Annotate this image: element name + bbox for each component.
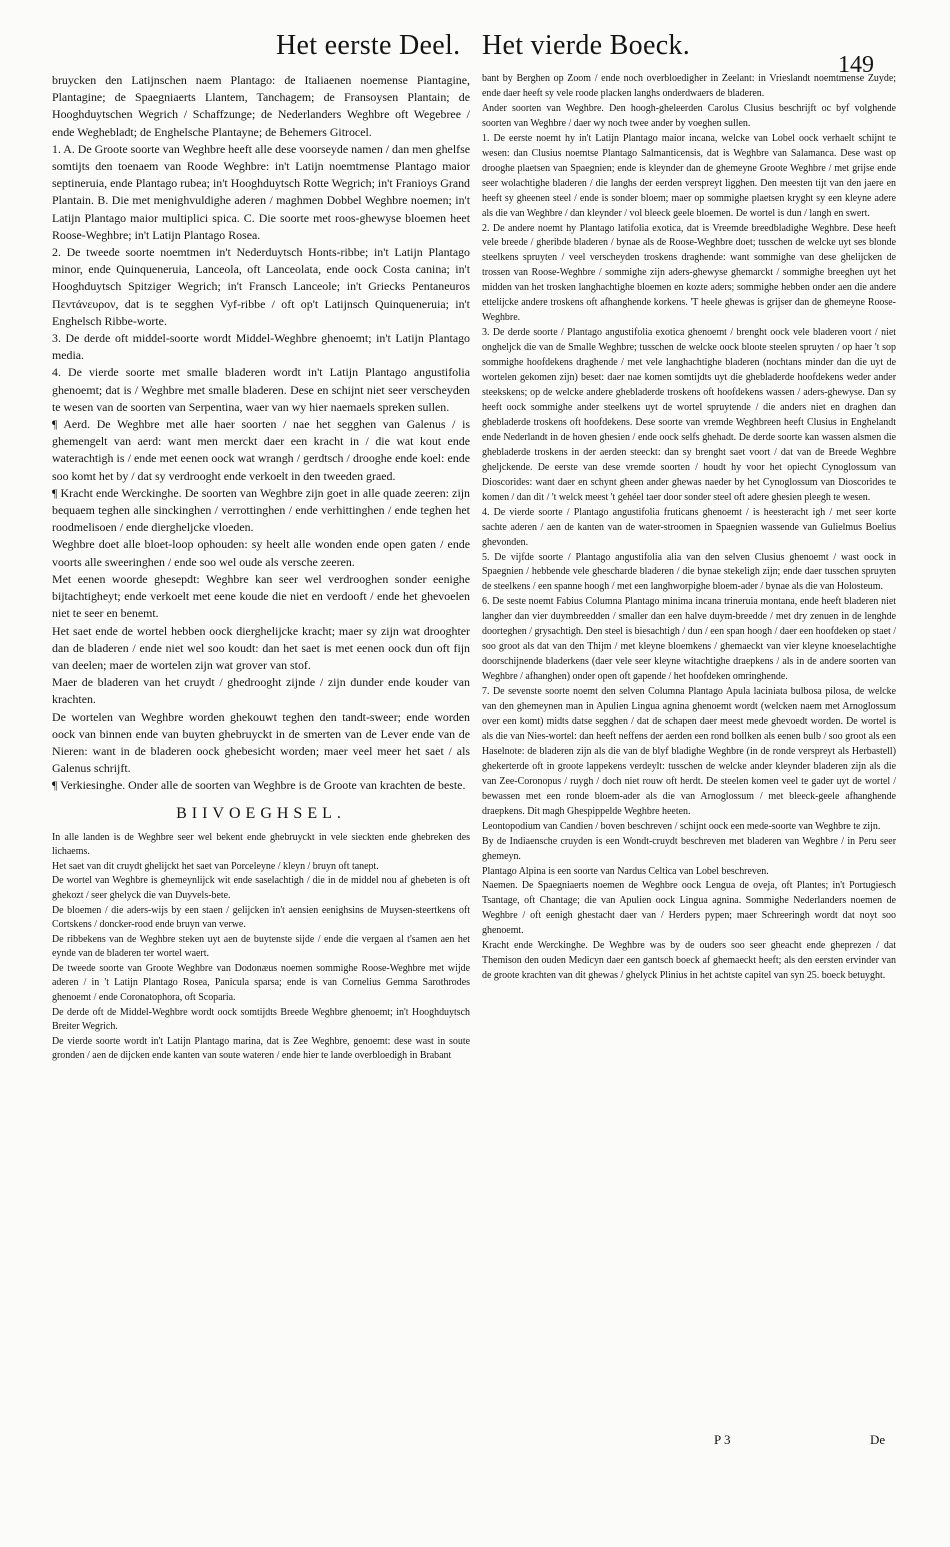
paragraph: De ribbekens van de Weghbre steken uyt aen de buytenste sijde / ende die vergaen al t'samen aen het eynde van de bladeren ter wortel waert. — [52, 933, 470, 960]
paragraph: Het saet van dit cruydt ghelijckt het saet van Porceleyne / kleyn / bruyn oft tanept. — [52, 860, 379, 872]
paragraph: 6. De seste noemt Fabius Columna Plantago minima incana trineruia montana, ende heeft bladeren niet langher dan vier duymbreedden / smaller dan een halve duym-breedde / met dry zenuen in de lenghde doorteghen / grysachtigh. Den steel is biesachtigh / dun / een span hoogh / daer een hoofdeken op staet / soo groot als dat van den Thijm / met kleyne bloemkens / ghemaeckt van vier kleyne knoeselachtighe doorschijnende bladerkens (daer vele seer kleyne witachtighe draepkens / als in de andere soorten van Weghbre / afhanghen) onder open oft gapende / het hoofdeken omringhende. — [482, 596, 896, 683]
paragraph: De derde oft de Middel-Weghbre wordt oock somtijdts Breede Weghbre ghenoemt; in't Hooghduytsch Breiter Wegrich. — [52, 1006, 470, 1033]
paragraph: ¶ Verkiesinghe. Onder alle de soorten van Weghbre is de Groote van krachten de beste. — [52, 778, 466, 793]
page-number: 149 — [838, 52, 874, 78]
paragraph: De wortel van Weghbre is ghemeynlijck wit ende saselachtigh / die in de middel nou af ghebeten is oft ghekozt / seer ghelyck die van Duyvels-bete. — [52, 875, 470, 901]
paragraph: Naemen. De Spaegniaerts noemen de Weghbre oock Lengua de oveja, oft Plantes; in't Portugiesch Tsantage, oft Chantage; die van Apulien oock Lingua agnina. Sommighe Nederlanders noemen de Weghbre / oft eenigh ghestacht daer van / Herders pypen; maer Schreeringh wordt dat noyt soo ghenoemt. — [482, 880, 896, 937]
paragraph: ¶ Kracht ende Werckinghe. De soorten van Weghbre zijn goet in alle quade zeeren: zijn bequaem teghen alle sinckinghen / verrottinghen / ende verhittinghen / ende teghen het roodmelisoen / ende diergheljcke vloeden. — [52, 485, 470, 535]
paragraph: Het saet ende de wortel hebben oock dierghelijcke kracht; maer sy zijn wat drooghter dan de bladeren / ende niet wel soo koudt: dan het saet is met eenen oock dun oft fijn van deelen; maer de wortelen zijn wat grover van stof. — [52, 623, 470, 672]
paragraph: 4. De vierde soorte / Plantago angustifolia fruticans ghenoemt / is heesteracht igh / met seer korte sachte aderen / aen de kanten van de water-stroomen in Spaegnien wassende van Gulielmus Boelius ghevonden. — [482, 506, 896, 548]
left-column — [52, 72, 470, 1064]
paragraph: De tweede soorte van Groote Weghbre van Dodonæus noemen sommighe Roose-Weghbre met wijde aderen / in 't Latijn Plantago Rosea, Panicula sparsa; ende is van Cornelius Gemma Sarothrodes ghenoemt / ende Coronatophora, oft Scoparia. — [52, 962, 470, 1004]
signature-mark: P 3 — [714, 1432, 731, 1447]
paragraph: Maer de bladeren van het cruydt / ghedrooght zijnde / zijn dunder ende kouder van krachten. — [52, 675, 470, 707]
paragraph: 2. De andere noemt hy Plantago latifolia exotica, dat is Vreemde breedbladighe Weghbre. Dese heeft vele breede / gheribde bladeren / bynae als de Roose-Weghbre doet; tusschen de welcke uyt ses blonde steelkens spruyten / veel verscheyden troskens draghende: want sommighe van dese ghelijcken de trossen van Roose-Weghbre / sommighe zijn aders-ghewyse ghemarckt / sommighe breeghen uyt het midden van het trosken langhachtighe bloemen en kozte aders; sommighe hebben onder aen die andere ettelijcke andere troskens oft afhanghende korkens. 'T heele ghewas is grijser dan de ghemeyne Roose-Weghbre. — [482, 222, 896, 324]
catchword: De — [870, 1432, 886, 1447]
paragraph: 3. De derde oft middel-soorte wordt Middel-Weghbre ghenoemt; in't Latijn Plantago media. — [52, 331, 470, 363]
paragraph: 2. De tweede soorte noemtmen in't Nederduytsch Honts-ribbe; in't Latijn Plantago minor, ende Quinqueneruia, Lanceola, oft Lanceolata, ende oock Costa canina; in't Hooghduytsch Spitziger Wegrich; in't Fransch Lanceole; in't Griecks Pentaneuros Πεντάνευρον, dat is te segghen Vyf-ribbe / oft op't Latijnsch Quinqueneruia; in't Enghelsch Ribbe-worte. — [52, 245, 470, 328]
appendix-section — [52, 831, 470, 1065]
paragraph: De wortelen van Weghbre worden ghekouwt teghen den tandt-sweer; ende worden oock van binnen ende van buyten ghebruyckt in de smerten van de Lever ende van de Nieren: want in de bladeren oock ghebesicht worden; maer veel meer het saet / als Galenus schrijft. — [52, 709, 470, 776]
paragraph: 1. A. De Groote soorte van Weghbre heeft alle dese voorseyde namen / dan men ghelfse somtijts den toenaem van Roode Weghbre: in't Latijn noemtmense Plantago maior septineruia, ende Plantago rubea; in't Hooghduytsch Rotte Wegrich; in't Franioys Grand Plantain. B. Die met menighvuldighe aderen / maghmen Dobbel Weghbre noemen; in't Latijn Plantago maior multiplici spica. C. Die soorte met roos-ghewyse bloemen heet Roose-Weghbre; in't Latijn Plantago Rosea. — [52, 141, 470, 242]
right-column — [482, 72, 896, 984]
paragraph: 4. De vierde soorte met smalle bladeren wordt in't Latijn Plantago angustifolia ghenoemt; dat is / Weghbre met smalle bladeren. Dese en schijnt niet seer verscheyden te wesen van de soorten van Serpentina, waer van wy hier naemaels spreken sullen. — [52, 365, 470, 414]
paragraph: Met eenen woorde ghesepdt: Weghbre kan seer wel verdrooghen sonder eenighe bijtachtigheyt; ende verkoelt met eene koude die niet en verdooft / ende het ghevoelen niet te seer en benemt. — [52, 571, 470, 621]
paragraph: ¶ Aerd. De Weghbre met alle haer soorten / nae het segghen van Galenus / is ghemengelt van aerd: want men merckt daer een kracht in / die wat kout ende waterachtigh is / ende met eenen oock wat wrangh / gerdtsch / drooghe ende koel: ende soo komt het by / dat sy verdrooght ende verkoelt in den tweeden graed. — [52, 417, 470, 483]
paragraph: In alle landen is de Weghbre seer wel bekent ende ghebruyckt in vele sieckten ende ghebreken des lichaems. — [52, 831, 470, 858]
paragraph: By de Indiaensche cruyden is een Wondt-cruydt beschreven met bladeren van Weghbre / in Peru seer ghemeyn. — [482, 835, 896, 862]
paragraph: 3. De derde soorte / Plantago angustifolia exotica ghenoemt / brenght oock vele bladeren voort / niet ongheljck die van de Smalle Weghbre; tusschen de welcke oock bloote steelen spruyten / op haer 't sop sommighe hoofdekens draghende / met vele langhachtighe bladeren (nochtans minder dan die uyt de wortelen gekomen zijn) beset: daer nae komen somtijdts uyt die ghebladerde hoofdekens weder ander steekskens; op de welcke andere ghebladerde troskens oft hoofdekens wassen / aders-ghewyse. Dan sy heeft oock sommighe ander steelkens uyt de wortel spruytende / die anders niet en draghen dan ghebladerde troskens oft hoofdekens. Dese soorte van vremde Weghbreen heeft Clusius in Enghelandt ende Nederlandt in de hoven ghesien / ende oock selfs ghehadt. De derde soorte kan wassen alsmen die ghebladerde troskens in der aerden steeckt: dan sy brenght saet voort / dat van de Breede Weghbre gheljckende. De eerste van dese vremde soorten / houdt hy voor het opiecht Cynoglossum van Dioscorides: want daer en schynt gheen ander ghewas naeder by het Cynoglossum van Dioscorides te komen / dan dit / 't welck meest 't gehéel taer door sonder steel oft adere ghesien pleegh te wesen. — [482, 327, 896, 503]
paragraph: 5. De vijfde soorte / Plantago angustifolia alia van den selven Clusius ghenoemt / wast oock in Spaegnien / hebbende vele ghescharde bladeren / die bynae stekeligh zijn; ende daer tusschen spruyten de steelkens / een spanne hoogh / met een langhworpighe bloem-ader / bynae als die van Holosteum. — [482, 551, 896, 593]
paragraph: Kracht ende Werckinghe. De Weghbre was by de ouders soo seer gheacht ende gheprezen / dat Themison den ouden Medicyn daer een gantsch boeck af ghemaeckt heeft; als den eersten ervinder van de groote krachten van dit ghewas / ghelyck Plinius in het achtste capitel van syn 25. boeck betuyght. — [482, 940, 896, 982]
paragraph: bant by Berghen op Zoom / ende noch overbloedigher in Zeelant: in Vrieslandt noemtmense Zuyde; ende daer heeft sy vele roode placken langhs onderdwaers de bladeren. — [482, 73, 896, 99]
running-title-book: Het vierde Boeck. — [482, 30, 691, 61]
paragraph: 1. De eerste noemt hy in't Latijn Plantago maior incana, welcke van Lobel oock verhaelt schijnt te wesen: dan Clusius noemtse Plantago Salmanticensis, dat is Weghbre van Salamanca. Dese wast op drooghe plaetsen van Spaegnien; ende is kleynder dan de ghemeyne Groote Weghbre / met grijse ende seer wolachtighe bladeren / die langhs der eerden verspreyt ligghen. Den meesten tijt van den jaere en heeft sy gheenen steel / ende is sonder bloem; maer op sommighe plaetsen kryght sy een kleyne adere als die van Weghbre / dan kleynder / vol bleeck geele bloemen. De wortel is dun / langh en swert. — [482, 132, 896, 219]
paragraph: De vierde soorte wordt in't Latijn Plantago marina, dat is Zee Weghbre, genoemt: dese wast in soute gronden / aen de dijcken ende kanten van soute wateren / ende hier te lande overbloedigh in Brabant — [52, 1035, 470, 1062]
paragraph: Ander soorten van Weghbre. Den hoogh-gheleerden Carolus Clusius beschrijft oc byf volghende soorten van Weghbre / daer wy noch twee ander by voeghen sullen. — [482, 102, 896, 129]
paragraph: De bloemen / die aders-wijs by een staen / gelijcken in't aensien eenighsins de Muysen-steertkens oft Cortskens / doncker-rood ende bruyn van verwe. — [52, 904, 470, 931]
paragraph: Plantago Alpina is een soorte van Nardus Celtica van Lobel beschreven. — [482, 865, 769, 877]
paragraph: Leontopodium van Candien / boven beschreven / schijnt oock een mede-soorte van Weghbre te zijn. — [482, 820, 881, 832]
running-title-part: Het eerste Deel. — [276, 30, 461, 61]
paragraph: bruycken den Latijnschen naem Plantago: de Italiaenen noemense Piantagine, Plantagine; de Spaegniaerts Llantem, Tanchagem; de Fransoysen Plantain; de Hooghduytschen Wegrich / Schaffzunge; de Nederlanders Weghbre oft Wegebree / ende Weghebladt; de Enghelsche Plantayne; de Behemers Gitrocel. — [52, 73, 470, 139]
paragraph: 7. De sevenste soorte noemt den selven Columna Plantago Apula laciniata bulbosa pilosa, de welcke van den ghemeynen man in Apulien Lingua agnina ghenoemt wordt (welcken naem met Arnoglossum over een komt) midts datse segghen / dat de schapen daer meest mede ghevoedt worden. De wortel is als die van Nies-wortel: dan heeft neffens der aerden een rond bollken als eenen bulb / soo groot als een Haselnote: de bladeren zijn als die van de blyf bladighe Weghbre (in de ronde verspreyt als Herbastell) ghekerterde oft in groote lappekens verdeylt: tusschen de welcke ander kleynder bladeren zijn als die van Zee-Coronopus / ruygh / doch niet rouw oft herdt. De steelen komen veel te gader uyt de wortel / bewassen met een ronde bloem-ader als die van Arnoglossum / met bleeck-geele afhanghende draepkens. Dit magh Ghespippelde Weghbre heeten. — [482, 686, 896, 817]
paragraph: Weghbre doet alle bloet-loop ophouden: sy heelt alle wonden ende open gaten / ende voorts alle sweeringhen / ende soo wel oude als versche zeeren. — [52, 537, 470, 569]
appendix-heading: BIIVOEGHSEL. — [176, 804, 346, 822]
